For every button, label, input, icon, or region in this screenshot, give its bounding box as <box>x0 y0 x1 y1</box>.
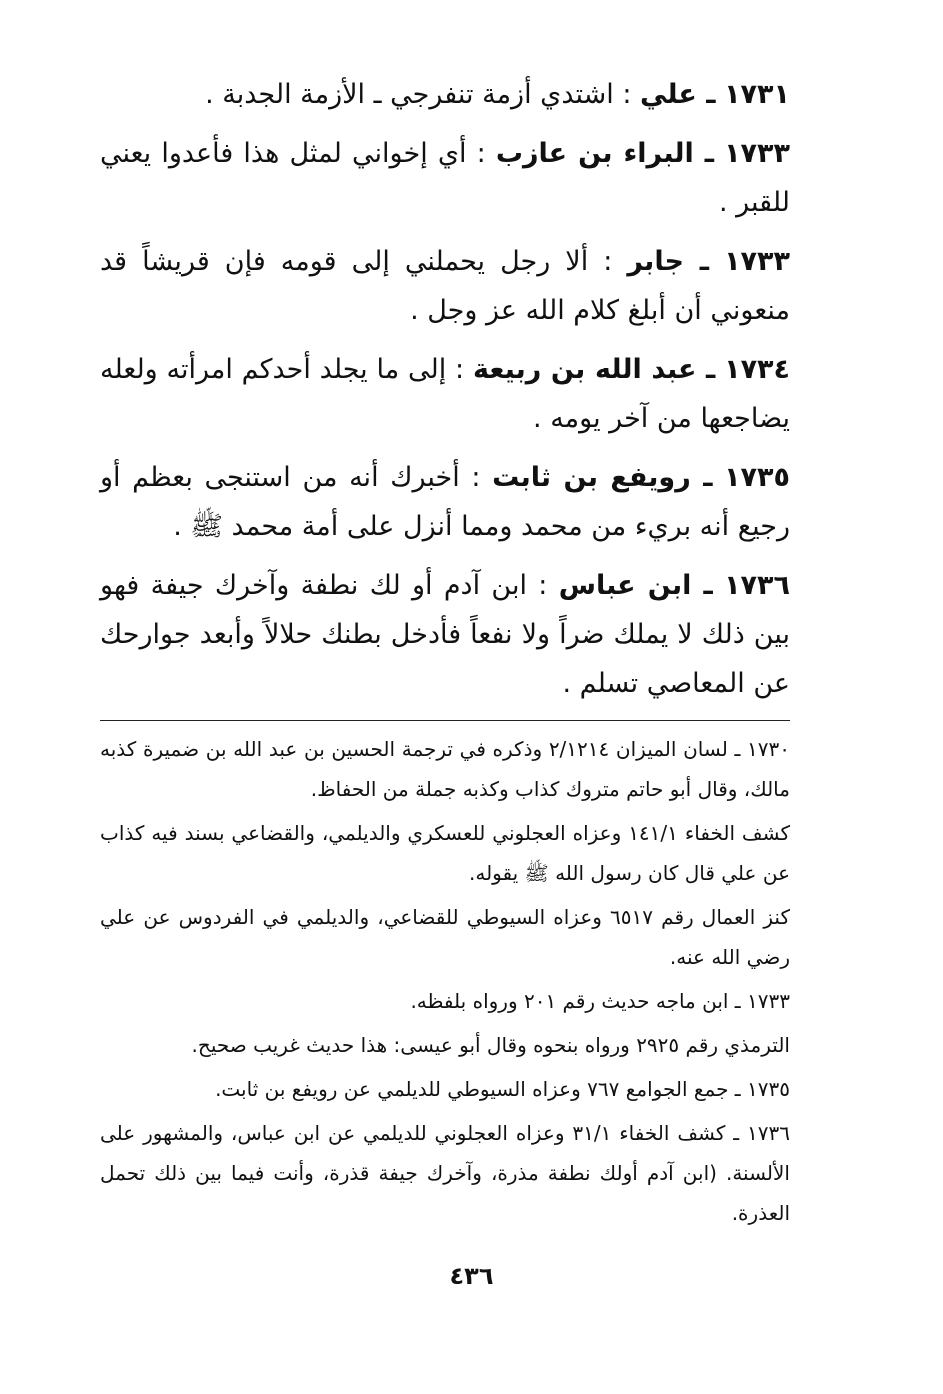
entry-text: إلى ما يجلد أحدكم امرأته ولعله يضاجعها من آخر يومه . <box>100 354 790 434</box>
entry-number: ١٧٣٣ <box>724 138 790 169</box>
entry-number: ١٧٣٣ <box>724 246 790 277</box>
page-number: ٤٣٦ <box>449 1262 494 1290</box>
entry-text: اشتدي أزمة تنفرجي ـ الأزمة الجدبة . <box>205 79 614 110</box>
footnote: كنز العمال رقم ٦٥١٧ وعزاه السيوطي للقضاعي، والديلمي في الفردوس عن علي رضي الله عنه. <box>100 905 790 969</box>
footnote: ١٧٣٠ ـ لسان الميزان ٢/١٢١٤ وذكره في ترجمة الحسين بن عبد الله بن ضميرة كذبه مالك، وقال أبو حاتم متروك كذاب وكذبه جملة من الحفاظ. <box>100 737 790 801</box>
entry-text: ألا رجل يحملني إلى قومه فإن قريشاً قد منعوني أن أبلغ كلام الله عز وجل . <box>100 246 790 326</box>
entry-narrator: علي <box>640 79 697 110</box>
entry-1731: ١٧٣١ ـ علي : اشتدي أزمة تنفرجي ـ الأزمة الجدبة . <box>205 79 790 110</box>
footnote: الترمذي رقم ٢٩٢٥ ورواه بنحوه وقال أبو عيسى: هذا حديث غريب صحيح. <box>191 1033 790 1057</box>
entry-narrator: جابر <box>627 246 684 277</box>
entry-text: أخبرك أنه من استنجى بعظم أو رجيع أنه بريء من محمد ومما أنزل على أمة محمد ﷺ . <box>100 462 790 542</box>
footnote: ١٧٣٣ ـ ابن ماجه حديث رقم ٢٠١ ورواه بلفظه. <box>410 989 790 1013</box>
footnote: ١٧٣٦ ـ كشف الخفاء ٣١/١ وعزاه العجلوني للديلمي عن ابن عباس، والمشهور على الألسنة. (ابن آدم أولك نطفة مذرة، وآخرك جيفة قذرة، وأنت فيما بين ذلك تحمل العذرة. <box>100 1121 791 1225</box>
entry-number: ١٧٣٥ <box>724 462 790 493</box>
footnote-divider <box>100 720 790 721</box>
entry-narrator: عبد الله بن ربيعة <box>472 354 697 385</box>
entry-number: ١٧٣٤ <box>724 354 791 385</box>
entry-narrator: رويفع بن ثابت <box>492 462 691 493</box>
footnote: ١٧٣٥ ـ جمع الجوامع ٧٦٧ وعزاه السيوطي للديلمي عن رويفع بن ثابت. <box>215 1077 790 1101</box>
entry-narrator: ابن عباس <box>558 570 692 601</box>
page-body <box>100 70 790 1237</box>
entry-number: ١٧٣٦ <box>724 570 790 601</box>
footnote: كشف الخفاء ١٤١/١ وعزاه العجلوني للعسكري والديلمي، والقضاعي بسند فيه كذاب عن علي قال كان رسول الله ﷺ يقوله. <box>100 821 790 885</box>
entry-1734: ١٧٣٤ ـ عبد الله بن ربيعة : إلى ما يجلد أحدكم امرأته ولعله يضاجعها من آخر يومه . <box>100 354 791 434</box>
entry-text: أي إخواني لمثل هذا فأعدوا يعني للقبر . <box>100 138 790 218</box>
entry-1733-a: ١٧٣٣ ـ البراء بن عازب : أي إخواني لمثل هذا فأعدوا يعني للقبر . <box>100 138 790 218</box>
entry-narrator: البراء بن عازب <box>495 138 694 169</box>
entry-number: ١٧٣١ <box>724 79 790 110</box>
entry-1735: ١٧٣٥ ـ رويفع بن ثابت : أخبرك أنه من استنجى بعظم أو رجيع أنه بريء من محمد ومما أنزل على أمة محمد ﷺ . <box>100 462 790 542</box>
entry-1736: ١٧٣٦ ـ ابن عباس : ابن آدم أو لك نطفة وآخرك جيفة فهو بين ذلك لا يملك ضراً ولا نفعاً فأدخل بطنك حلالاً وأبعد جوارحك عن المعاصي تسلم . <box>100 570 790 699</box>
entry-1733-b: ١٧٣٣ ـ جابر : ألا رجل يحملني إلى قومه فإن قريشاً قد منعوني أن أبلغ كلام الله عز وجل . <box>100 246 790 326</box>
entry-text: ابن آدم أو لك نطفة وآخرك جيفة فهو بين ذلك لا يملك ضراً ولا نفعاً فأدخل بطنك حلالاً وأبعد جوارحك عن المعاصي تسلم . <box>100 570 790 699</box>
